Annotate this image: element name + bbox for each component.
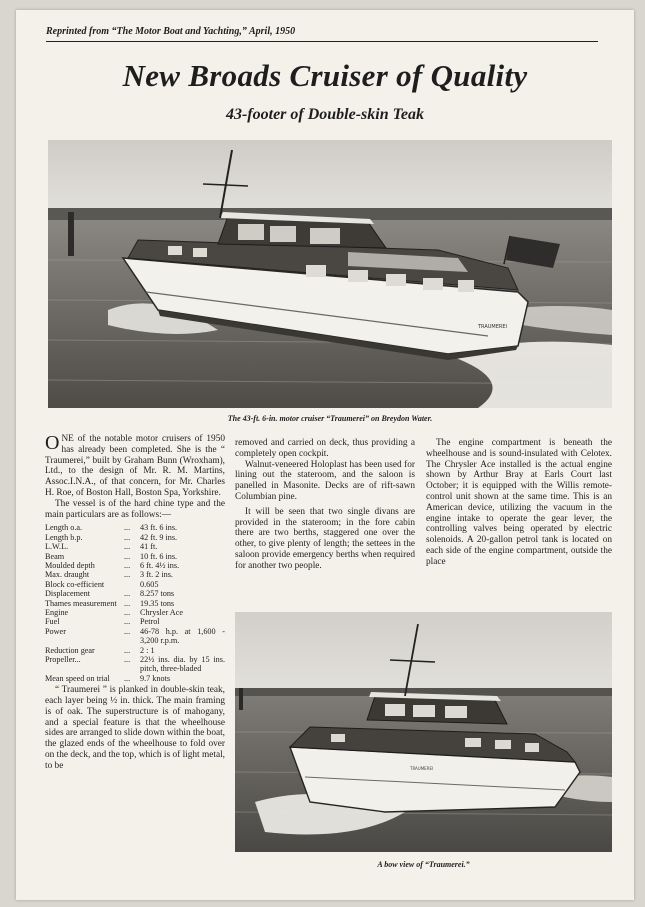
article-column-2 (235, 438, 415, 572)
particulars-dots: ... (124, 561, 131, 570)
particulars-value: 43 ft. 6 ins. (140, 523, 178, 533)
particulars-label: Thames measurement (45, 598, 117, 608)
particulars-label: Length o.a. (45, 523, 83, 533)
particulars-value: Petrol (140, 617, 160, 627)
particulars-row (45, 523, 225, 532)
construction-paragraph: “ Traumerei ” is planked in double-skin teak, each layer being ½ in. thick. The main framing is of oak. The superstructure is of mahogany, and a special feature is that the wheelhouse sides are arranged to slide down within the boat, the glazed ends of the wheelhouse to fold over on the deck, and the top, which is of light metal, to be (45, 685, 225, 771)
particulars-label: Length b.p. (45, 532, 83, 542)
particulars-dots: ... (124, 589, 131, 599)
particulars-label: Propeller... (45, 655, 81, 665)
article-column-3 (426, 438, 612, 568)
particulars-dots: ... (124, 617, 131, 627)
particulars-label: Engine (45, 608, 69, 618)
photo-bow-view (235, 612, 612, 852)
particulars-label: Reduction gear (45, 645, 95, 655)
particulars-label: Moulded depth (45, 561, 95, 570)
particulars-value: 46-78 h.p. at 1,600 - 3,200 r.p.m. (140, 626, 225, 646)
magazine-page (16, 10, 634, 900)
particulars-value: 2 : 1 (140, 645, 155, 655)
particulars-value: 22½ ins. dia. by 15 ins. pitch, three-bladed (140, 655, 225, 674)
particulars-dots: ... (124, 598, 131, 608)
particulars-value: 19.35 tons (140, 598, 175, 608)
particulars-label: Displacement (45, 589, 91, 599)
particulars-row (45, 608, 225, 617)
particulars-dots: ... (124, 645, 131, 655)
particulars-row (45, 599, 225, 608)
particulars-dots: ... (124, 626, 131, 636)
particulars-dots: ... (124, 570, 131, 580)
particulars-value: 3 ft. 2 ins. (140, 570, 173, 580)
drop-cap: O (45, 432, 60, 454)
particulars-value: 8.257 tons (140, 589, 175, 599)
photo-top-caption: The 43-ft. 6-in. motor cruiser “Traumerei” on Breydon Water. (227, 414, 433, 423)
intro-paragraph: ONE of the notable motor cruisers of 1950 has already been completed. She is the “ Traumerei,” built by Graham Bunn (Wroxham), Ltd., to the design of Mr. R. M. Martins, Assoc.I.N.A., of that concern, for Mr. Charles H. Roe, of Boston Hall, Boston Spa, Yorkshire. (45, 432, 225, 498)
particulars-dots: ... (124, 608, 131, 618)
col2-paragraph-1: removed and carried on deck, thus providing a completely open cockpit. (235, 438, 415, 459)
particulars-label: Power (45, 626, 66, 636)
particulars-label: Max. draught (45, 570, 90, 580)
particulars-label: Block co-efficient (45, 579, 105, 589)
article-column-1 (45, 434, 225, 772)
particulars-row (45, 570, 225, 579)
particulars-value: 42 ft. 9 ins. (140, 532, 178, 542)
particulars-dots: ... (124, 551, 131, 561)
particulars-intro: The vessel is of the hard chine type and the main particulars are as follows:— (45, 498, 225, 520)
particulars-row (45, 646, 225, 655)
particulars-dots: ... (124, 523, 131, 533)
photo-motor-cruiser-underway (48, 140, 612, 408)
particulars-table (45, 523, 225, 683)
particulars-row (45, 617, 225, 626)
article-subtitle: 43-footer of Double-skin Teak (225, 106, 425, 123)
col3-paragraph-1: The engine compartment is beneath the wheelhouse and is sound-insulated with Celotex. The Chrysler Ace installed is the actual engine shown by Arthur Bray at Earls Court last October; it is equipped with the Willis remote-control unit shown at the same time. This is an American device, utilizing the vacuum in the engine intake to operate the gear lever, the controlling valves being operated by electric solenoids. A 20-gallon petrol tank is located on each side of the engine compartment, outside the place (426, 438, 612, 567)
particulars-value: 9.7 knots (140, 673, 171, 683)
col2-paragraph-2: Walnut-veneered Holoplast has been used for lining out the stateroom, and the saloon is panelled in Masonite. Decks are of rift-sawn Columbian pine. (235, 459, 415, 502)
particulars-row (45, 589, 225, 598)
particulars-dots: ... (124, 673, 131, 683)
photo-bottom-caption: A bow view of “Traumerei.” (377, 860, 470, 869)
particulars-value: 6 ft. 4½ ins. (140, 561, 180, 570)
particulars-dots: ... (124, 655, 131, 665)
reprint-line: Reprinted from “The Motor Boat and Yachting,” April, 1950 (46, 26, 296, 37)
particulars-row (45, 533, 225, 542)
particulars-row (45, 627, 225, 646)
particulars-row (45, 561, 225, 570)
particulars-row (45, 674, 225, 683)
article-title: New Broads Cruiser of Quality (122, 58, 528, 93)
hull-name-top: TRAUMEREI (478, 324, 507, 330)
particulars-label: Fuel (45, 617, 60, 627)
particulars-value: 41 ft. (140, 542, 158, 552)
particulars-label: Mean speed on trial (45, 673, 110, 683)
particulars-dots (124, 580, 140, 589)
particulars-value: 10 ft. 6 ins. (140, 551, 178, 561)
particulars-value: Chrysler Ace (140, 608, 183, 618)
particulars-row (45, 552, 225, 561)
particulars-row (45, 655, 225, 674)
particulars-dots: ... (124, 542, 131, 552)
particulars-label: L.W.L. (45, 542, 69, 552)
particulars-value: 0.605 (140, 579, 159, 589)
particulars-row (45, 580, 225, 589)
particulars-label: Beam (45, 551, 65, 561)
header-rule (46, 41, 598, 42)
hull-name-bottom: TRAUMEREI (410, 766, 434, 771)
particulars-row (45, 542, 225, 551)
col2-paragraph-3: It will be seen that two single divans are provided in the stateroom; in the fore cabin there are two berths, staggered one over the other, to give plenty of length; the settees in the saloon provide emergency berths when required for another two people. (235, 506, 415, 571)
particulars-dots: ... (124, 532, 131, 542)
